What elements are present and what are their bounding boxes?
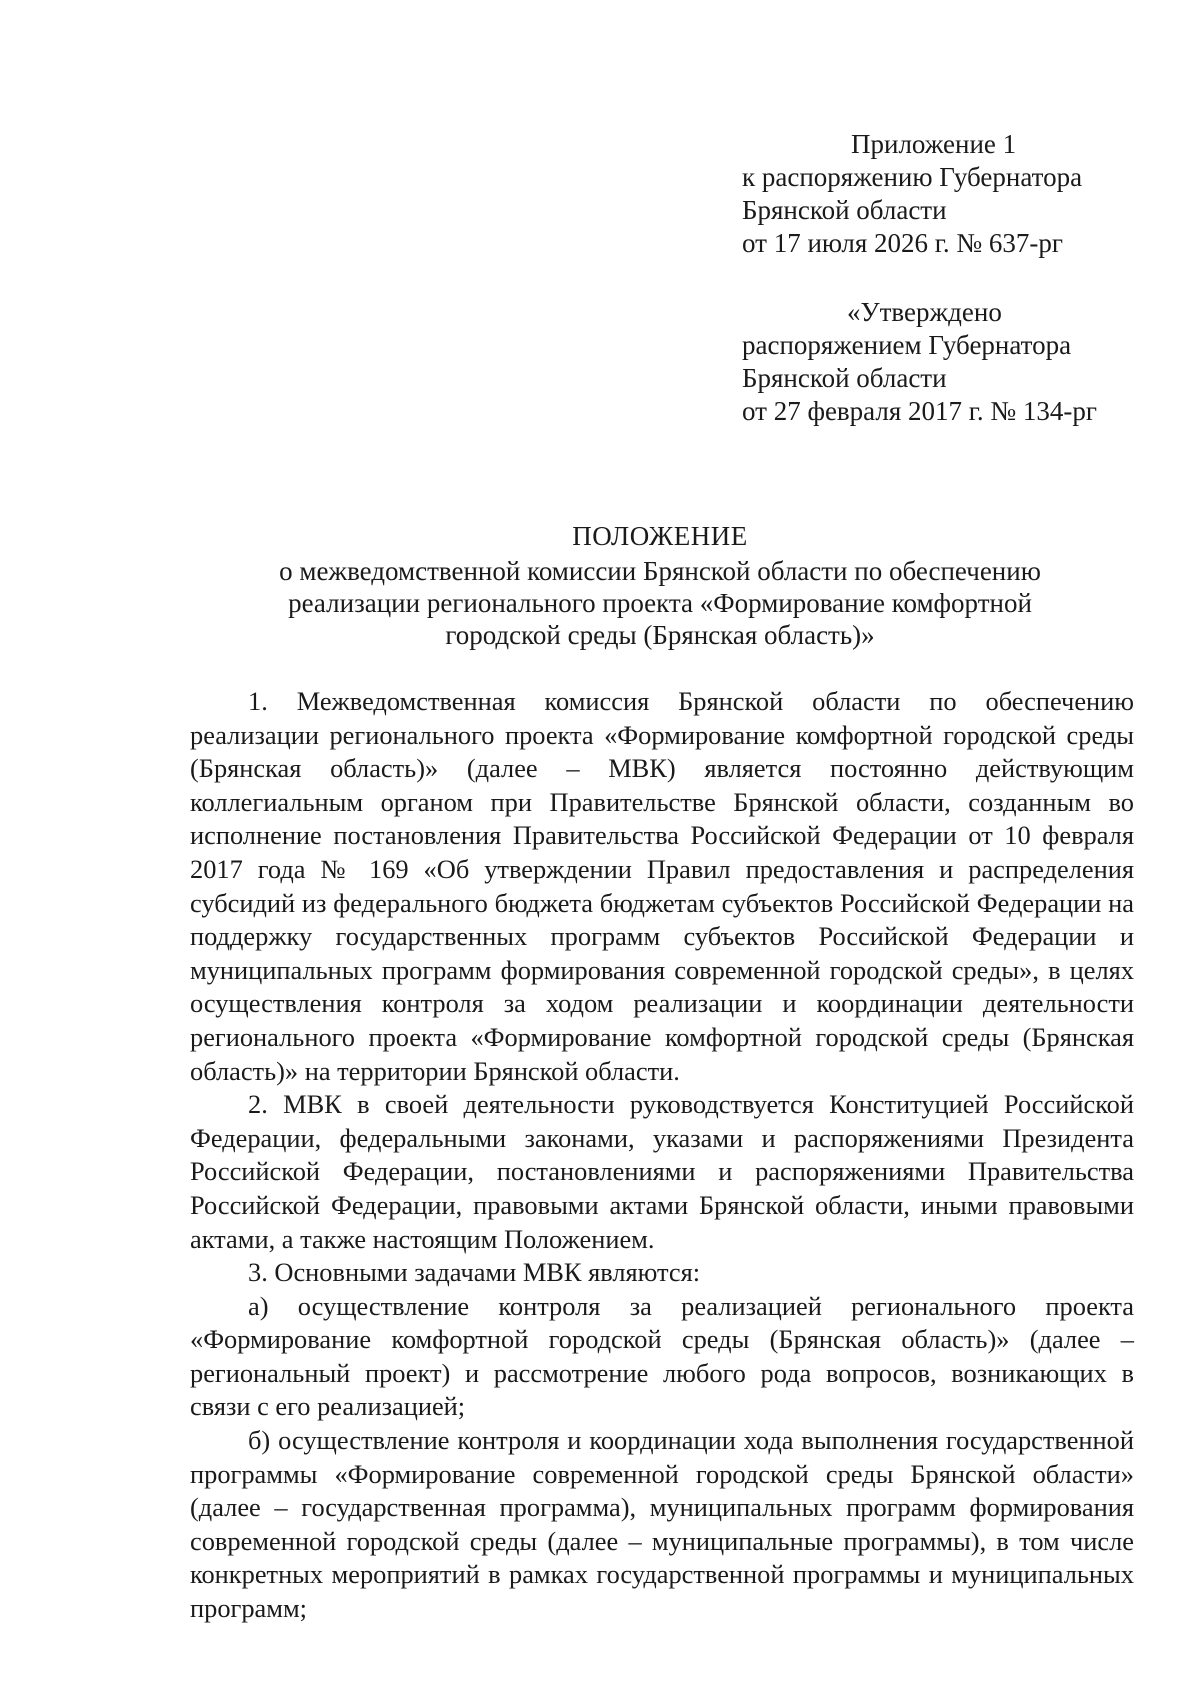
approved-date-number: от 27 февраля 2017 г. № 134-рг [742, 396, 1097, 426]
subtitle-line-1: о межведомственной комиссии Брянской области по обеспечению [279, 556, 1041, 586]
paragraph-3: 3. Основными задачами МВК являются: [248, 1257, 701, 1288]
document-body [190, 685, 1134, 1626]
approved-line-3: Брянской области [742, 363, 947, 393]
approved-line-2: распоряжением Губернатора [742, 330, 1072, 360]
annex-line-3: Брянской области [742, 195, 947, 225]
paragraph-1: 1. Межведомственная комиссия Брянской области по обеспечению реализации регионального проекта «Формирование комфортной городской среды (Брянская область)» (далее – МВК) является постоянно действующим коллегиальным органом при Правительстве Брянской области, созданным во исполнение постановления Правительства Российской Федерации от 10 февраля 2017 года № 169 «Об утверждении Правил предоставления и распределения субсидий из федерального бюджета бюджетам субъектов Российской Федерации на поддержку государственных программ субъектов Российской Федерации и муниципальных программ формирования современной городской среды», в целях осуществления контроля за ходом реализации и координации деятельности регионального проекта «Формирование комфортной городской среды (Брянская область)» на территории Брянской области. [190, 686, 1134, 1086]
subtitle-line-3: городской среды (Брянская область)» [445, 620, 875, 650]
annex-date-number: от 17 июля 2026 г. № 637-рг [742, 228, 1063, 258]
approved-title: «Утверждено [847, 297, 1002, 327]
document-title: ПОЛОЖЕНИЕ [572, 521, 748, 551]
annex-line-2: к распоряжению Губернатора [742, 162, 1083, 192]
paragraph-2: 2. МВК в своей деятельности руководствуется Конституцией Российской Федерации, федеральными законами, указами и распоряжениями Президента Российской Федерации, постановлениями и распоряжениями Правительства Российской Федерации, правовыми актами Брянской области, иными правовыми актами, а также настоящим Положением. [190, 1089, 1134, 1254]
subtitle-line-2: реализации регионального проекта «Формирование комфортной [288, 588, 1032, 618]
paragraph-3b: б) осуществление контроля и координации хода выполнения государственной программы «Формирование современной городской среды Брянской области» (далее – государственная программа), муниципальных программ формирования современной городской среды (далее – муниципальные программы), в том числе конкретных мероприятий в рамках государственной программы и муниципальных программ; [190, 1425, 1134, 1624]
paragraph-3a: а) осуществление контроля за реализацией регионального проекта «Формирование комфортной городской среды (Брянская область)» (далее – региональный проект) и рассмотрение любого рода вопросов, возникающих в связи с его реализацией; [190, 1290, 1134, 1422]
document-subtitle [160, 555, 1160, 651]
approved-block [742, 296, 1162, 428]
annex-title: Приложение 1 [851, 129, 1017, 159]
annex-block [742, 128, 1162, 260]
